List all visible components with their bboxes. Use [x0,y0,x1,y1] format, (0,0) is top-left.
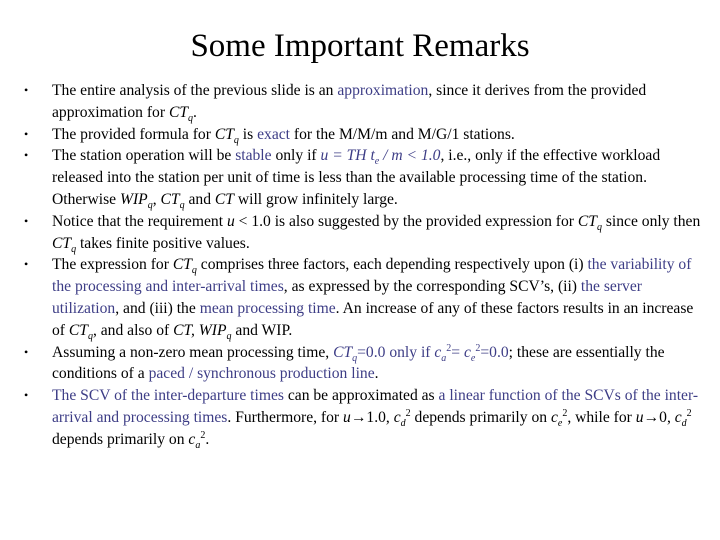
bullet-text: mean processing time [199,299,336,317]
bullet-text: 2 [200,429,206,441]
bullet-text: 2 [475,342,481,354]
bullet-dot-icon: • [24,213,29,228]
bullet-item [22,124,702,146]
bullet-text: . Furthermore, for [227,408,344,426]
bullet-text: is [238,125,258,143]
bullet-text: 2 [446,342,452,354]
bullet-text: u = TH t [320,147,375,165]
bullet-text: e [557,418,563,430]
bullet-text: 2 [405,407,411,419]
bullet-text: 2 [686,407,692,419]
bullet-text: u [343,408,351,426]
bullet-text: , since it derives from the provided approximation for [52,82,647,121]
bullet-text: d [681,418,687,430]
bullet-text: CT [52,234,72,252]
bullet-text: The station operation will be [52,147,236,165]
bullet-text: , and (iii) the [115,299,200,317]
bullet-text: q [191,265,197,277]
bullet-text: Assuming a non-zero mean processing time, [52,343,334,361]
bullet-text: the variability of the processing and inter-arrival times [52,256,692,296]
bullet-text: CT [172,256,192,274]
bullet-text: =0.0 only if [357,343,435,361]
bullet-text: The provided formula for [52,125,215,143]
bullet-text: CT [168,103,189,121]
bullet-text: . [374,365,379,383]
bullet-text: The SCV of the inter-departure times [52,387,284,405]
bullet-text: →1.0, [350,408,394,426]
bullet-text: only if [271,147,321,165]
bullet-text: the server utilization [52,278,642,317]
bullet-text: The expression for [52,256,173,274]
bullet-text: q [226,330,232,342]
bullet-text: CT [333,343,353,361]
bullet-text: depends primarily on [52,430,189,448]
bullet-text: since only then [601,212,701,230]
bullet-text: CT [214,125,234,143]
bullet-text: q [87,330,93,342]
bullet-text: , while for [567,408,636,426]
bullet-text: c [393,408,401,426]
bullet-text: q [147,200,153,212]
bullet-text: q [71,243,77,255]
bullet-text: u [635,408,644,426]
bullet-text: CT [214,190,234,208]
bullet-text: / m < 1.0 [379,147,441,165]
bullet-text: c [550,408,558,426]
slide-title: Some Important Remarks [190,28,530,64]
bullet-item [22,342,702,386]
bullet-dot-icon: • [24,344,29,359]
bullet-text: The entire analysis of the previous slide is an [52,82,338,99]
bullet-text: ; these are essentially the conditions of a [52,343,665,383]
bullet-text: q [188,112,194,124]
bullet-text: q [179,200,185,212]
bullet-text: will grow infinitely large. [233,190,398,208]
bullet-text: . An increase of any of these factors results in an increase of [52,299,694,339]
bullet-text: d [400,418,406,430]
bullet-text: CT [68,321,88,339]
bullet-text: for the M/M/m and M/G/1 stations. [290,125,515,143]
bullet-text: c [464,343,471,361]
bullet-dot-icon: • [24,126,29,141]
bullet-text: e [470,352,476,364]
bullet-text: can be approximated as [283,387,439,405]
bullet-text: approximation [337,82,429,99]
bullet-text: and [184,190,215,208]
bullet-item [22,385,702,450]
bullet-text: = [451,343,464,361]
bullet-text: , as expressed by the corresponding SCV’s, (ii) [283,278,581,296]
bullet-text: c [674,408,682,426]
bullet-dot-icon: • [24,148,29,163]
bullet-text: WIP [120,190,148,208]
bullet-text: q [596,221,602,233]
bullet-text: u [226,212,235,230]
bullet-text: takes finite positive values. [76,234,250,252]
bullet-text: 2 [562,407,568,419]
bullet-text: depends primarily on [410,408,551,426]
bullet-dot-icon: • [24,257,29,272]
bullet-text: , i.e., only if the effective workload released into the station per unit of time is less than the available processing time of the station. Otherwise [52,147,661,208]
bullet-text: =0.0 [480,343,509,361]
bullet-text: . [205,430,210,448]
bullet-item [22,211,702,255]
bullet-dot-icon: • [24,388,29,403]
bullet-text: →0, [643,408,675,426]
bullet-text: comprises three factors, each depending respectively upon (i) [196,256,588,274]
bullet-dot-icon: • [24,83,29,97]
bullet-list [22,80,702,451]
bullet-text: c [434,343,442,361]
bullet-text: a [195,439,201,451]
bullet-text: CT, WIP [173,321,227,339]
bullet-text: paced / synchronous production line [148,365,375,383]
bullet-text: CT [577,212,597,230]
bullet-item [22,145,702,210]
bullet-item [22,254,702,341]
bullet-text: Notice that the requirement [52,212,227,230]
bullet-text: a [441,352,447,364]
bullet-text: CT [160,190,180,208]
bullet-text: and WIP. [231,321,293,339]
bullet-text: c [188,430,196,448]
bullet-text: q [352,352,358,364]
bullet-text: exact [257,125,291,143]
bullet-text: stable [235,147,272,165]
bullet-text: a linear function of the SCVs of the inter-arrival and processing times [52,387,699,426]
bullet-text: . [193,103,197,121]
bullet-item [22,80,702,124]
bullet-text: , [152,190,161,208]
bullet-text: , and also of [92,321,174,339]
bullet-text: q [233,134,239,146]
bullet-text: < 1.0 is also suggested by the provided expression for [234,212,578,230]
bullet-text: e [374,156,380,168]
